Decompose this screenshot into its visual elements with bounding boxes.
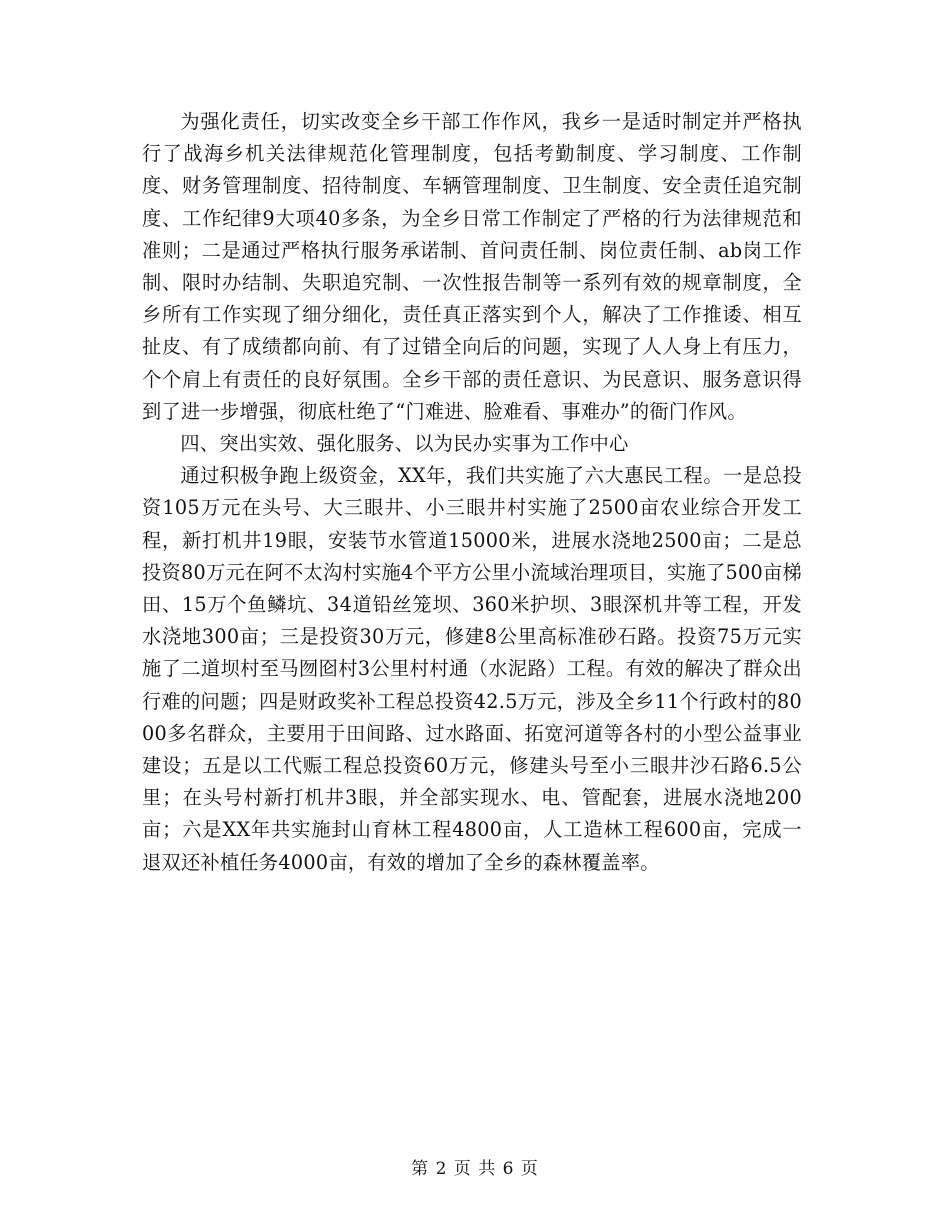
paragraph-projects: 通过积极争跑上级资金，XX年，我们共实施了六大惠民工程。一是总投资105万元在头号、大三眼井、小三眼井村实施了2500亩农业综合开发工程，新打机井19眼，安装节水管道15000米，进展水浇地2500亩；二是总投资80万元在阿不太沟村实施4个平方公里小流域治理项目，实施了500亩梯田、15万个鱼鳞坑、34道铅丝笼坝、360米护坝、3眼深机井等工程，开发水浇地300亩；三是投资30万元，修建8公里高标准砂石路。投资75万元实施了二道坝村至马囫囵村3公里村村通（水泥路）工程。有效的解决了群众出行难的问题；四是财政奖补工程总投资42.5万元，涉及全乡11个行政村的8000多名群众，主要用于田间路、过水路面、拓宽河道等各村的小型公益事业建设；五是以工代赈工程总投资60万元，修建头号至小三眼井沙石路6.5公里；在头号村新打机井3眼，并全部实现水、电、管配套，进展水浇地200亩；六是XX年共实施封山育林工程4800亩，人工造林工程600亩，完成一退双还补植任务4000亩，有效的增加了全乡的森林覆盖率。 — [142, 464, 802, 874]
paragraph-responsibility: 为强化责任，切实改变全乡干部工作作风，我乡一是适时制定并严格执行了战海乡机关法律规范化管理制度，包括考勤制度、学习制度、工作制度、财务管理制度、招待制度、车辆管理制度、卫生制度、安全责任追究制度、工作纪律9大项40多条，为全乡日常工作制定了严格的行为法律规范和准则；二是通过严格执行服务承诺制、首问责任制、岗位责任制、ab岗工作制、限时办结制、失职追究制、一次性报告制等一系列有效的规章制度，全乡所有工作实现了细分细化，责任真正落实到个人，解决了工作推诿、相互扯皮、有了成绩都向前、有了过错全向后的问题，实现了人人身上有压力，个个肩上有责任的良好氛围。全乡干部的责任意识、为民意识、服务意识得到了进一步增强，彻底杜绝了“门难进、脸难看、事难办”的衙门作风。 — [142, 110, 802, 423]
section-heading: 四、突出实效、强化服务、以为民办实事为工作中心 — [180, 432, 629, 456]
document-body — [142, 106, 802, 879]
page-footer: 第 2 页 共 6 页 — [411, 1159, 539, 1179]
